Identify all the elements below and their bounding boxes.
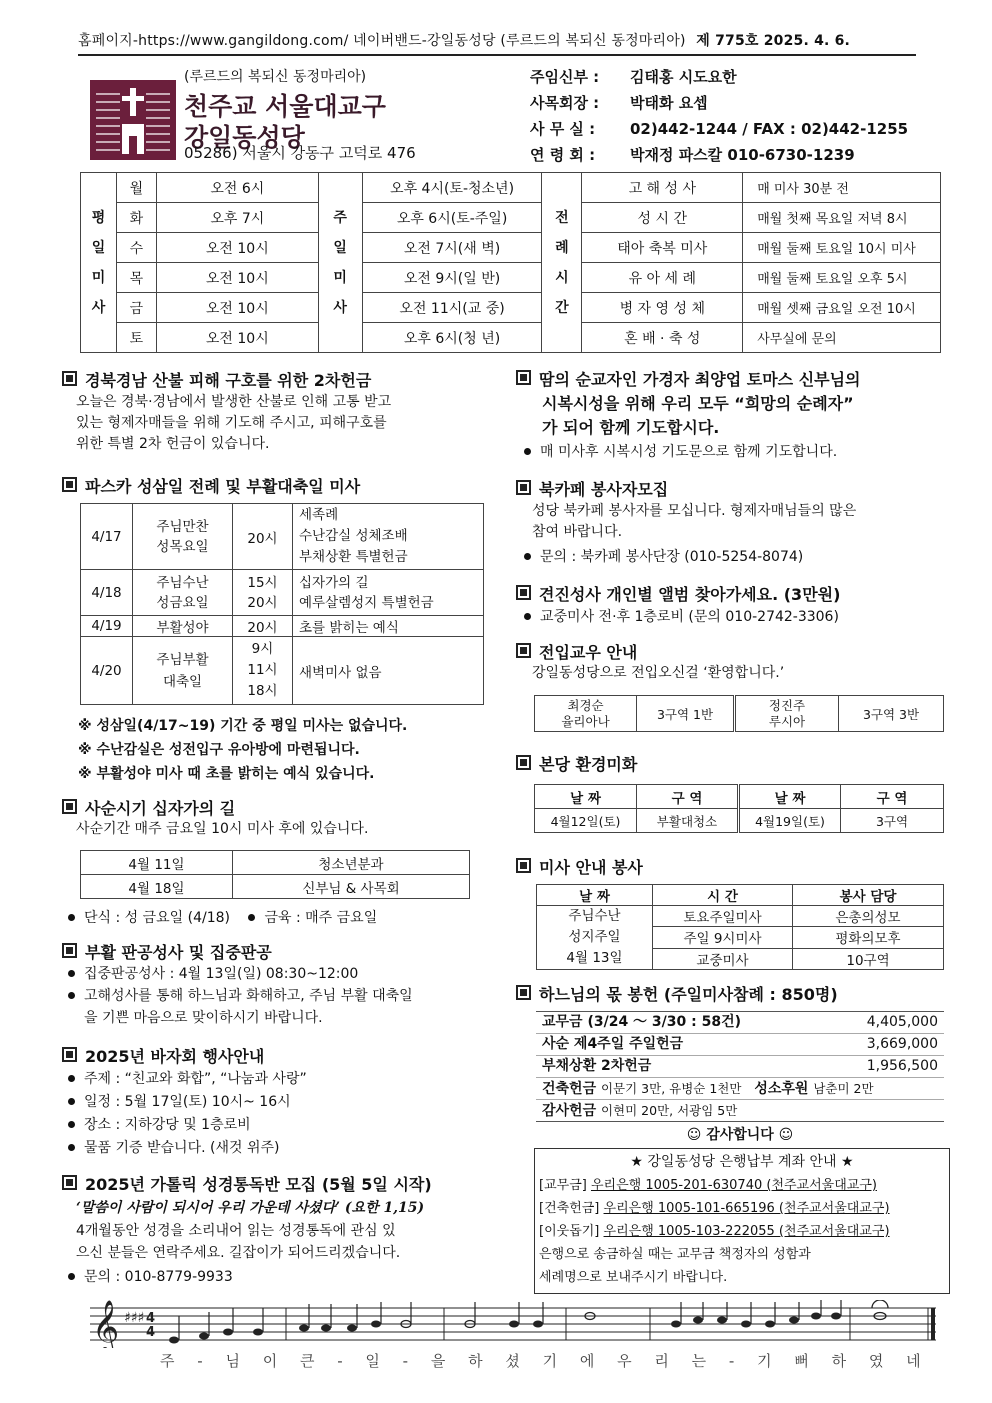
section-bible-body: 4개월동안 성경을 소리내어 읽는 성경통독에 관심 있 으신 분들은 연락주세요. 길잡이가 되어드리겠습니다.: [76, 1223, 401, 1261]
section-confession-title: 부활 판공성사 및 집중판공: [62, 940, 272, 963]
section-wildfire-title: 경북경남 산불 피해 구호를 위한 2차헌금: [62, 368, 371, 391]
svg-text:𝄞: 𝄞: [92, 1300, 120, 1348]
ushers-time: 교중미사: [653, 948, 793, 969]
section-stations-title: 사순시기 십자가의 길: [62, 796, 235, 819]
svg-text:♯♯♯: ♯♯♯: [124, 1310, 145, 1326]
info-council: 사목회장 : 박태화 요셉: [530, 94, 708, 112]
martyr-bullet: 매 미사후 시복시성 기도문으로 함께 기도합니다.: [522, 441, 837, 463]
section-cleaning-title: 본당 환경미화: [516, 752, 637, 775]
triduum-date: 4/17: [81, 504, 133, 570]
svg-text:4: 4: [146, 1311, 156, 1326]
svg-text:4: 4: [146, 1325, 156, 1340]
ushers-table: [536, 884, 944, 970]
section-bazaar-body: 주제 : “친교와 화합”, “나눔과 사랑” 일정 : 5월 17일(토) 10시~ 16시 장소 : 지하강당 및 1층로비 물품 기증 받습니다. (새것 위주): [66, 1068, 496, 1160]
bible-quote: ‘말씀이 사람이 되시어 우리 가운데 사셨다’ (요한 1,15): [76, 1200, 425, 1216]
triduum-table: [80, 503, 484, 705]
cleaning-area: 부활대청소: [637, 809, 739, 833]
day: 목: [116, 263, 156, 293]
info-pastor: 주임신부 : 김태홍 시도요한: [530, 68, 737, 86]
liturgy-item: 병 자 영 성 체: [582, 293, 743, 323]
ushers-time: 토요주일미사: [653, 906, 793, 927]
bookcafe-body: 성당 북카페 봉사자를 모십니다. 형제자매님들의 많은 참여 바랍니다.: [532, 503, 857, 540]
header-title-1: 천주교 서울대교구: [184, 92, 386, 121]
bank-account-box: [534, 1148, 950, 1294]
stations-date: 4월 18일: [81, 875, 233, 899]
day: 화: [116, 203, 156, 233]
cleaning-area: 3구역: [841, 809, 944, 833]
liturgy-desc: 매월 둘째 토요일 오후 5시: [743, 263, 941, 293]
offering-row: 교무금 (3/24 ～ 3/30 : 58건) 4,405,000: [536, 1012, 944, 1034]
newcomer-body: 강일동성당으로 전입오신걸 ‘환영합니다.’: [532, 665, 785, 681]
triduum-name: 부활성야: [133, 616, 233, 637]
ushers-date: 주님수난 성지주일 4월 13일: [537, 906, 653, 970]
triduum-note: 초를 밝히는 예식: [293, 616, 484, 637]
stations-table: [80, 850, 470, 899]
triduum-name: 주님만찬 성목요일: [133, 504, 233, 570]
ushers-header: 시 간: [653, 885, 793, 906]
triduum-notes: ※ 성삼일(4/17~19) 기간 중 평일 미사는 없습니다. ※ 수난감실은 성전입구 유아방에 마련됩니다. ※ 부활성야 미사 때 초를 밝히는 예식 있습니다.: [78, 718, 408, 782]
cleaning-header: 구 역: [841, 785, 944, 809]
section-confession-body: 집중판공성사 : 4월 13일(일) 08:30~12:00 고해성사를 통해 하느님과 화해하고, 주님 부활 대축일 을 기쁜 마음으로 맞이하시기 바랍니다.: [66, 963, 496, 1029]
weekday-time: 오전 10시: [156, 323, 318, 353]
ushers-group: 평화의모후: [793, 927, 944, 948]
liturgy-desc: 매 미사 30분 전: [743, 173, 941, 203]
bank-note: 은행으로 송금하실 때는 교무금 책정자의 성함과: [539, 1247, 811, 1262]
triduum-note: 세족례 수난감실 성체조배 부채상환 특별헌금: [293, 504, 484, 570]
liturgy-item: 유 아 세 례: [582, 263, 743, 293]
liturgy-label: 전 례 시 간: [542, 173, 582, 353]
liturgy-item: 태아 축복 미사: [582, 233, 743, 263]
music-lyrics: 주 - 님 이 큰 - 일 - 을 하 셨 기 에 우 리 는 - 기 뻐 하 였 네: [160, 1352, 930, 1370]
issue-number: 제 775호 2025. 4. 6.: [696, 33, 851, 49]
bank-note: 세례명으로 보내주시기 바랍니다.: [539, 1270, 728, 1285]
section-offering-title: 하느님의 몫 봉헌 (주일미사참례 : 850명): [516, 982, 838, 1005]
sunday-time: 오후 6시(청 년): [362, 323, 542, 353]
header-title-2: 강일동성당: [184, 123, 305, 152]
ushers-header: 날 짜: [537, 885, 653, 906]
section-martyr-title: 땀의 순교자인 가경자 최양업 토마스 신부님의 시복시성을 위해 우리 모두 “희망의 순례자” 가 되어 함께 기도합시다.: [516, 368, 861, 440]
cleaning-date: 4월12일(토): [535, 809, 637, 833]
info-office: 사 무 실 : 02)442-1244 / FAX : 02)442-1255: [530, 120, 909, 138]
bank-row: [건축헌금] 우리은행 1005-101-665196 (천주교서울대교구): [539, 1201, 890, 1216]
liturgy-desc: 매월 첫째 목요일 저녁 8시: [743, 203, 941, 233]
ushers-group: 은총의성모: [793, 906, 944, 927]
confirmation-bullet: 교중미사 전·후 1층로비 (문의 010-2742-3306): [522, 606, 839, 628]
section-ushers-title: 미사 안내 봉사: [516, 855, 643, 878]
stations-date: 4월 11일: [81, 851, 233, 875]
weekday-time: 오전 10시: [156, 263, 318, 293]
liturgy-item: 혼 배 · 축 성: [582, 323, 743, 353]
info-funeral: 연 령 회 : 박재정 파스칼 010-6730-1239: [530, 146, 855, 164]
newcomer-name: 최경순 율리아나: [535, 696, 637, 732]
section-wildfire-body: 오늘은 경북·경남에서 발생한 산불로 인해 고통 받고 있는 형제자매들을 위해 기도해 주시고, 피해구호를 위한 특별 2차 헌금이 있습니다.: [76, 394, 392, 452]
weekday-mass-label: 평 일 미 사: [81, 173, 117, 353]
triduum-name: 주님부활 대축일: [133, 637, 233, 705]
stations-leader: 청소년분과: [233, 851, 470, 875]
bank-row: [이웃돕기] 우리은행 1005-103-222055 (천주교서울대교구): [539, 1224, 890, 1239]
section-bookcafe-title: 북카페 봉사자모집: [516, 477, 668, 500]
section-bible-title: 2025년 가톨릭 성경통독반 모집 (5월 5일 시작): [62, 1172, 432, 1195]
church-logo: [90, 80, 176, 160]
cleaning-table: [534, 784, 944, 833]
section-triduum-title: 파스카 성삼일 전례 및 부활대축일 미사: [62, 474, 360, 497]
offering-row: 감사헌금 이현미 20만, 서광임 5만: [542, 1103, 738, 1119]
section-stations-body: 사순기간 매주 금요일 10시 미사 후에 있습니다.: [76, 821, 369, 837]
day: 월: [116, 173, 156, 203]
ushers-header: 봉사 담당: [793, 885, 944, 906]
fasting-line: 단식 : 성 금요일 (4/18) 금육 : 매주 금요일: [66, 907, 377, 929]
weekday-time: 오전 10시: [156, 293, 318, 323]
sunday-mass-label: 주 일 미 사: [318, 173, 362, 353]
bank-row: [교무금] 우리은행 1005-201-630740 (천주교서울대교구): [539, 1178, 877, 1193]
top-links: 홈페이지-https://www.gangildong.com/ 네이버밴드-강일동성당 (루르드의 복되신 동정마리아): [78, 33, 686, 49]
day: 토: [116, 323, 156, 353]
bank-title: ★ 강일동성당 은행납부 계좌 안내 ★: [630, 1154, 854, 1170]
triduum-date: 4/20: [81, 637, 133, 705]
triduum-note: 십자가의 길 예루살렘성지 특별헌금: [293, 570, 484, 616]
newcomer-district: 3구역 1반: [637, 696, 735, 732]
stations-leader: 신부님 & 사목회: [233, 875, 470, 899]
thanks-text: ☺ 감사합니다 ☺: [686, 1127, 794, 1143]
offering-row: 건축헌금 이문기 3만, 유병순 1천만 성소후원 남춘미 2만: [536, 1078, 944, 1100]
sunday-time: 오전 11시(교 중): [362, 293, 542, 323]
offering-table: [536, 1011, 944, 1122]
triduum-note: 새벽미사 없음: [293, 637, 484, 705]
section-bazaar-title: 2025년 바자회 행사안내: [62, 1044, 264, 1067]
day: 수: [116, 233, 156, 263]
liturgy-desc: 매월 둘째 토요일 10시 미사: [743, 233, 941, 263]
bible-contact: 문의 : 010-8779-9933: [66, 1266, 233, 1288]
liturgy-desc: 사무실에 문의: [743, 323, 941, 353]
newcomer-name: 정진주 루시아: [735, 696, 839, 732]
cleaning-header: 날 짜: [535, 785, 637, 809]
triduum-time: 20시: [233, 616, 293, 637]
triduum-time: 15시 20시: [233, 570, 293, 616]
weekday-time: 오전 6시: [156, 173, 318, 203]
triduum-date: 4/19: [81, 616, 133, 637]
cleaning-date: 4월19일(토): [739, 809, 841, 833]
cleaning-header: 구 역: [637, 785, 739, 809]
header-address: 05286) 서울시 강동구 고덕로 476: [184, 144, 416, 162]
section-confirmation-title: 견진성사 개인별 앨범 찾아가세요. (3만원): [516, 582, 840, 605]
offering-row: 사순 제4주일 주일헌금 3,669,000: [536, 1034, 944, 1056]
top-line: [78, 30, 916, 56]
bookcafe-contact: 문의 : 북카페 봉사단장 (010-5254-8074): [522, 546, 803, 568]
sunday-time: 오후 4시(토-청소년): [362, 173, 542, 203]
ushers-group: 10구역: [793, 948, 944, 969]
weekday-time: 오후 7시: [156, 203, 318, 233]
triduum-name: 주님수난 성금요일: [133, 570, 233, 616]
section-newcomer-title: 전입교우 안내: [516, 640, 637, 663]
sunday-time: 오전 7시(새 벽): [362, 233, 542, 263]
offering-row: 부채상환 2차헌금 1,956,500: [536, 1056, 944, 1078]
liturgy-desc: 매월 셋째 금요일 오전 10시: [743, 293, 941, 323]
liturgy-item: 고 해 성 사: [582, 173, 743, 203]
triduum-time: 20시: [233, 504, 293, 570]
triduum-time: 9시 11시 18시: [233, 637, 293, 705]
weekday-time: 오전 10시: [156, 233, 318, 263]
liturgy-item: 성 시 간: [582, 203, 743, 233]
triduum-date: 4/18: [81, 570, 133, 616]
newcomer-district: 3구역 3반: [839, 696, 944, 732]
music-staff: [90, 1300, 936, 1372]
mass-schedule-table: [80, 172, 941, 353]
ushers-time: 주일 9시미사: [653, 927, 793, 948]
sunday-time: 오전 9시(일 반): [362, 263, 542, 293]
sunday-time: 오후 6시(토-주일): [362, 203, 542, 233]
newcomer-table: [534, 695, 944, 732]
header-subtitle: (루르드의 복되신 동정마리아): [184, 69, 367, 85]
day: 금: [116, 293, 156, 323]
cleaning-header: 날 짜: [739, 785, 841, 809]
